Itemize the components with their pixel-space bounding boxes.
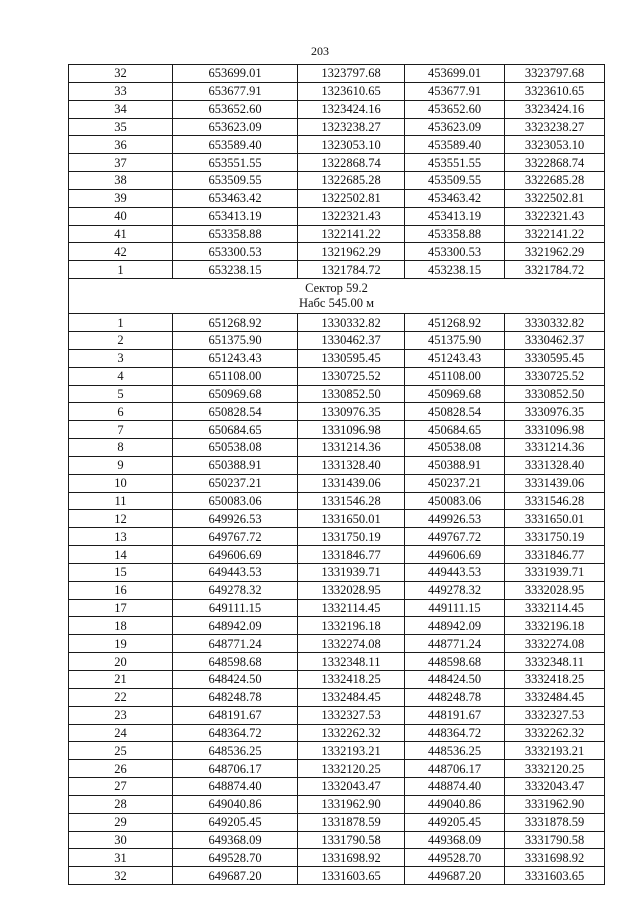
x-local-coordinate-cell: 453551.55 bbox=[405, 154, 505, 172]
table-row bbox=[69, 385, 605, 403]
y-coordinate-cell: 1323053.10 bbox=[298, 136, 405, 154]
table-row bbox=[69, 367, 605, 385]
x-coordinate-cell: 649443.53 bbox=[173, 563, 298, 581]
y-coordinate-cell: 1322502.81 bbox=[298, 189, 405, 207]
table-row bbox=[69, 421, 605, 439]
table-row bbox=[69, 439, 605, 457]
x-coordinate-cell: 649687.20 bbox=[173, 867, 298, 885]
table-row bbox=[69, 528, 605, 546]
table-row bbox=[69, 65, 605, 83]
x-coordinate-cell: 650684.65 bbox=[173, 421, 298, 439]
x-coordinate-cell: 651243.43 bbox=[173, 349, 298, 367]
point-number-cell: 42 bbox=[69, 243, 173, 261]
x-local-coordinate-cell: 449205.45 bbox=[405, 813, 505, 831]
x-local-coordinate-cell: 449040.86 bbox=[405, 795, 505, 813]
x-coordinate-cell: 648424.50 bbox=[173, 671, 298, 689]
x-local-coordinate-cell: 450237.21 bbox=[405, 474, 505, 492]
x-coordinate-cell: 650538.08 bbox=[173, 439, 298, 457]
table-row bbox=[69, 243, 605, 261]
y-local-coordinate-cell: 3332114.45 bbox=[505, 599, 605, 617]
y-local-coordinate-cell: 3322868.74 bbox=[505, 154, 605, 172]
y-local-coordinate-cell: 3331846.77 bbox=[505, 546, 605, 564]
y-local-coordinate-cell: 3330725.52 bbox=[505, 367, 605, 385]
y-local-coordinate-cell: 3330595.45 bbox=[505, 349, 605, 367]
point-number-cell: 28 bbox=[69, 795, 173, 813]
point-number-cell: 18 bbox=[69, 617, 173, 635]
y-coordinate-cell: 1330976.35 bbox=[298, 403, 405, 421]
x-coordinate-cell: 651108.00 bbox=[173, 367, 298, 385]
y-coordinate-cell: 1331750.19 bbox=[298, 528, 405, 546]
y-coordinate-cell: 1331939.71 bbox=[298, 563, 405, 581]
y-coordinate-cell: 1330725.52 bbox=[298, 367, 405, 385]
table-row bbox=[69, 546, 605, 564]
point-number-cell: 39 bbox=[69, 189, 173, 207]
point-number-cell: 32 bbox=[69, 867, 173, 885]
sector-header-row bbox=[69, 279, 605, 314]
y-local-coordinate-cell: 3331328.40 bbox=[505, 456, 605, 474]
point-number-cell: 4 bbox=[69, 367, 173, 385]
point-number-cell: 17 bbox=[69, 599, 173, 617]
y-coordinate-cell: 1331439.06 bbox=[298, 474, 405, 492]
x-coordinate-cell: 648874.40 bbox=[173, 778, 298, 796]
x-coordinate-cell: 653358.88 bbox=[173, 225, 298, 243]
x-local-coordinate-cell: 451268.92 bbox=[405, 314, 505, 332]
y-coordinate-cell: 1332028.95 bbox=[298, 581, 405, 599]
x-local-coordinate-cell: 450969.68 bbox=[405, 385, 505, 403]
y-coordinate-cell: 1331698.92 bbox=[298, 849, 405, 867]
y-coordinate-cell: 1332484.45 bbox=[298, 688, 405, 706]
table-row bbox=[69, 314, 605, 332]
y-coordinate-cell: 1331650.01 bbox=[298, 510, 405, 528]
y-local-coordinate-cell: 3331214.36 bbox=[505, 439, 605, 457]
x-coordinate-cell: 648706.17 bbox=[173, 760, 298, 778]
y-local-coordinate-cell: 3321784.72 bbox=[505, 261, 605, 279]
x-coordinate-cell: 653551.55 bbox=[173, 154, 298, 172]
x-local-coordinate-cell: 453652.60 bbox=[405, 100, 505, 118]
y-local-coordinate-cell: 3323238.27 bbox=[505, 118, 605, 136]
table-row bbox=[69, 688, 605, 706]
table-row bbox=[69, 349, 605, 367]
point-number-cell: 38 bbox=[69, 172, 173, 190]
x-local-coordinate-cell: 449443.53 bbox=[405, 563, 505, 581]
x-coordinate-cell: 650828.54 bbox=[173, 403, 298, 421]
point-number-cell: 6 bbox=[69, 403, 173, 421]
table-row bbox=[69, 510, 605, 528]
point-number-cell: 15 bbox=[69, 563, 173, 581]
point-number-cell: 2 bbox=[69, 331, 173, 349]
x-local-coordinate-cell: 449606.69 bbox=[405, 546, 505, 564]
x-local-coordinate-cell: 453589.40 bbox=[405, 136, 505, 154]
point-number-cell: 36 bbox=[69, 136, 173, 154]
x-coordinate-cell: 649205.45 bbox=[173, 813, 298, 831]
y-local-coordinate-cell: 3331546.28 bbox=[505, 492, 605, 510]
x-local-coordinate-cell: 453623.09 bbox=[405, 118, 505, 136]
y-coordinate-cell: 1332348.11 bbox=[298, 653, 405, 671]
point-number-cell: 8 bbox=[69, 439, 173, 457]
x-local-coordinate-cell: 449368.09 bbox=[405, 831, 505, 849]
point-number-cell: 21 bbox=[69, 671, 173, 689]
x-coordinate-cell: 650083.06 bbox=[173, 492, 298, 510]
y-coordinate-cell: 1332043.47 bbox=[298, 778, 405, 796]
x-local-coordinate-cell: 453300.53 bbox=[405, 243, 505, 261]
point-number-cell: 19 bbox=[69, 635, 173, 653]
x-coordinate-cell: 649528.70 bbox=[173, 849, 298, 867]
x-coordinate-cell: 653463.42 bbox=[173, 189, 298, 207]
table-row bbox=[69, 118, 605, 136]
point-number-cell: 40 bbox=[69, 207, 173, 225]
x-coordinate-cell: 649767.72 bbox=[173, 528, 298, 546]
table-row bbox=[69, 867, 605, 885]
table-row bbox=[69, 492, 605, 510]
x-coordinate-cell: 649278.32 bbox=[173, 581, 298, 599]
x-local-coordinate-cell: 449111.15 bbox=[405, 599, 505, 617]
y-local-coordinate-cell: 3323610.65 bbox=[505, 82, 605, 100]
y-local-coordinate-cell: 3323424.16 bbox=[505, 100, 605, 118]
point-number-cell: 32 bbox=[69, 65, 173, 83]
y-local-coordinate-cell: 3331962.90 bbox=[505, 795, 605, 813]
x-local-coordinate-cell: 448191.67 bbox=[405, 706, 505, 724]
table-row bbox=[69, 207, 605, 225]
y-coordinate-cell: 1331962.90 bbox=[298, 795, 405, 813]
x-coordinate-cell: 653238.15 bbox=[173, 261, 298, 279]
point-number-cell: 37 bbox=[69, 154, 173, 172]
point-number-cell: 12 bbox=[69, 510, 173, 528]
table-row bbox=[69, 563, 605, 581]
y-local-coordinate-cell: 3330332.82 bbox=[505, 314, 605, 332]
table-row bbox=[69, 653, 605, 671]
y-coordinate-cell: 1332120.25 bbox=[298, 760, 405, 778]
table-row bbox=[69, 261, 605, 279]
y-local-coordinate-cell: 3332348.11 bbox=[505, 653, 605, 671]
point-number-cell: 27 bbox=[69, 778, 173, 796]
x-coordinate-cell: 653300.53 bbox=[173, 243, 298, 261]
x-local-coordinate-cell: 449278.32 bbox=[405, 581, 505, 599]
table-row bbox=[69, 617, 605, 635]
table-row bbox=[69, 742, 605, 760]
x-local-coordinate-cell: 450083.06 bbox=[405, 492, 505, 510]
y-local-coordinate-cell: 3332327.53 bbox=[505, 706, 605, 724]
x-coordinate-cell: 648771.24 bbox=[173, 635, 298, 653]
table-row bbox=[69, 671, 605, 689]
x-local-coordinate-cell: 453509.55 bbox=[405, 172, 505, 190]
x-local-coordinate-cell: 448706.17 bbox=[405, 760, 505, 778]
x-coordinate-cell: 648536.25 bbox=[173, 742, 298, 760]
page-number: 203 bbox=[311, 44, 329, 58]
y-coordinate-cell: 1332193.21 bbox=[298, 742, 405, 760]
point-number-cell: 11 bbox=[69, 492, 173, 510]
x-local-coordinate-cell: 449767.72 bbox=[405, 528, 505, 546]
point-number-cell: 35 bbox=[69, 118, 173, 136]
point-number-cell: 3 bbox=[69, 349, 173, 367]
point-number-cell: 31 bbox=[69, 849, 173, 867]
y-local-coordinate-cell: 3321962.29 bbox=[505, 243, 605, 261]
y-coordinate-cell: 1331328.40 bbox=[298, 456, 405, 474]
x-local-coordinate-cell: 451243.43 bbox=[405, 349, 505, 367]
coordinates-table-body bbox=[69, 65, 605, 885]
point-number-cell: 14 bbox=[69, 546, 173, 564]
point-number-cell: 34 bbox=[69, 100, 173, 118]
x-coordinate-cell: 648364.72 bbox=[173, 724, 298, 742]
point-number-cell: 41 bbox=[69, 225, 173, 243]
x-coordinate-cell: 653623.09 bbox=[173, 118, 298, 136]
point-number-cell: 7 bbox=[69, 421, 173, 439]
x-local-coordinate-cell: 450538.08 bbox=[405, 439, 505, 457]
y-local-coordinate-cell: 3331939.71 bbox=[505, 563, 605, 581]
x-local-coordinate-cell: 453238.15 bbox=[405, 261, 505, 279]
y-local-coordinate-cell: 3332043.47 bbox=[505, 778, 605, 796]
x-local-coordinate-cell: 448771.24 bbox=[405, 635, 505, 653]
x-coordinate-cell: 649606.69 bbox=[173, 546, 298, 564]
y-coordinate-cell: 1322141.22 bbox=[298, 225, 405, 243]
table-row bbox=[69, 82, 605, 100]
table-row bbox=[69, 599, 605, 617]
y-coordinate-cell: 1323610.65 bbox=[298, 82, 405, 100]
y-local-coordinate-cell: 3330976.35 bbox=[505, 403, 605, 421]
y-local-coordinate-cell: 3331698.92 bbox=[505, 849, 605, 867]
point-number-cell: 24 bbox=[69, 724, 173, 742]
sector-header-cell bbox=[69, 279, 605, 314]
y-local-coordinate-cell: 3322141.22 bbox=[505, 225, 605, 243]
y-local-coordinate-cell: 3330462.37 bbox=[505, 331, 605, 349]
y-coordinate-cell: 1330462.37 bbox=[298, 331, 405, 349]
point-number-cell: 5 bbox=[69, 385, 173, 403]
x-coordinate-cell: 649926.53 bbox=[173, 510, 298, 528]
point-number-cell: 13 bbox=[69, 528, 173, 546]
y-coordinate-cell: 1331546.28 bbox=[298, 492, 405, 510]
x-coordinate-cell: 650237.21 bbox=[173, 474, 298, 492]
y-local-coordinate-cell: 3331878.59 bbox=[505, 813, 605, 831]
point-number-cell: 10 bbox=[69, 474, 173, 492]
point-number-cell: 23 bbox=[69, 706, 173, 724]
x-local-coordinate-cell: 453413.19 bbox=[405, 207, 505, 225]
y-local-coordinate-cell: 3332274.08 bbox=[505, 635, 605, 653]
y-coordinate-cell: 1323238.27 bbox=[298, 118, 405, 136]
y-coordinate-cell: 1330595.45 bbox=[298, 349, 405, 367]
y-coordinate-cell: 1332262.32 bbox=[298, 724, 405, 742]
table-row bbox=[69, 154, 605, 172]
point-number-cell: 22 bbox=[69, 688, 173, 706]
x-coordinate-cell: 653509.55 bbox=[173, 172, 298, 190]
x-coordinate-cell: 653652.60 bbox=[173, 100, 298, 118]
x-local-coordinate-cell: 450388.91 bbox=[405, 456, 505, 474]
y-local-coordinate-cell: 3332484.45 bbox=[505, 688, 605, 706]
x-coordinate-cell: 648942.09 bbox=[173, 617, 298, 635]
x-coordinate-cell: 653699.01 bbox=[173, 65, 298, 83]
y-local-coordinate-cell: 3332028.95 bbox=[505, 581, 605, 599]
x-local-coordinate-cell: 448874.40 bbox=[405, 778, 505, 796]
y-coordinate-cell: 1330852.50 bbox=[298, 385, 405, 403]
table-row bbox=[69, 474, 605, 492]
table-row bbox=[69, 724, 605, 742]
y-coordinate-cell: 1332418.25 bbox=[298, 671, 405, 689]
table-row bbox=[69, 760, 605, 778]
y-local-coordinate-cell: 3330852.50 bbox=[505, 385, 605, 403]
point-number-cell: 29 bbox=[69, 813, 173, 831]
x-local-coordinate-cell: 453677.91 bbox=[405, 82, 505, 100]
x-coordinate-cell: 649040.86 bbox=[173, 795, 298, 813]
y-coordinate-cell: 1331603.65 bbox=[298, 867, 405, 885]
x-coordinate-cell: 648248.78 bbox=[173, 688, 298, 706]
y-local-coordinate-cell: 3332196.18 bbox=[505, 617, 605, 635]
point-number-cell: 33 bbox=[69, 82, 173, 100]
sector-title: Сектор 59.2 bbox=[305, 281, 368, 296]
y-local-coordinate-cell: 3331650.01 bbox=[505, 510, 605, 528]
x-local-coordinate-cell: 448942.09 bbox=[405, 617, 505, 635]
y-local-coordinate-cell: 3331096.98 bbox=[505, 421, 605, 439]
y-local-coordinate-cell: 3331439.06 bbox=[505, 474, 605, 492]
table-row bbox=[69, 403, 605, 421]
y-coordinate-cell: 1321962.29 bbox=[298, 243, 405, 261]
table-row bbox=[69, 831, 605, 849]
x-local-coordinate-cell: 451108.00 bbox=[405, 367, 505, 385]
y-local-coordinate-cell: 3331750.19 bbox=[505, 528, 605, 546]
table-row bbox=[69, 456, 605, 474]
y-coordinate-cell: 1330332.82 bbox=[298, 314, 405, 332]
point-number-cell: 30 bbox=[69, 831, 173, 849]
y-local-coordinate-cell: 3322685.28 bbox=[505, 172, 605, 190]
point-number-cell: 25 bbox=[69, 742, 173, 760]
y-local-coordinate-cell: 3332120.25 bbox=[505, 760, 605, 778]
point-number-cell: 1 bbox=[69, 261, 173, 279]
y-local-coordinate-cell: 3332193.21 bbox=[505, 742, 605, 760]
x-local-coordinate-cell: 448248.78 bbox=[405, 688, 505, 706]
x-coordinate-cell: 649368.09 bbox=[173, 831, 298, 849]
x-coordinate-cell: 651268.92 bbox=[173, 314, 298, 332]
y-local-coordinate-cell: 3331603.65 bbox=[505, 867, 605, 885]
table-row bbox=[69, 189, 605, 207]
y-coordinate-cell: 1321784.72 bbox=[298, 261, 405, 279]
coordinates-table bbox=[68, 64, 605, 885]
table-row bbox=[69, 635, 605, 653]
point-number-cell: 1 bbox=[69, 314, 173, 332]
y-local-coordinate-cell: 3332418.25 bbox=[505, 671, 605, 689]
y-coordinate-cell: 1331096.98 bbox=[298, 421, 405, 439]
y-coordinate-cell: 1332114.45 bbox=[298, 599, 405, 617]
y-coordinate-cell: 1331214.36 bbox=[298, 439, 405, 457]
x-coordinate-cell: 653589.40 bbox=[173, 136, 298, 154]
table-row bbox=[69, 849, 605, 867]
table-row bbox=[69, 795, 605, 813]
table-row bbox=[69, 100, 605, 118]
y-local-coordinate-cell: 3322321.43 bbox=[505, 207, 605, 225]
y-coordinate-cell: 1332274.08 bbox=[298, 635, 405, 653]
point-number-cell: 20 bbox=[69, 653, 173, 671]
table-row bbox=[69, 778, 605, 796]
table-row bbox=[69, 581, 605, 599]
y-coordinate-cell: 1331878.59 bbox=[298, 813, 405, 831]
point-number-cell: 9 bbox=[69, 456, 173, 474]
table-row bbox=[69, 706, 605, 724]
x-coordinate-cell: 649111.15 bbox=[173, 599, 298, 617]
x-local-coordinate-cell: 453463.42 bbox=[405, 189, 505, 207]
y-local-coordinate-cell: 3323797.68 bbox=[505, 65, 605, 83]
x-local-coordinate-cell: 448424.50 bbox=[405, 671, 505, 689]
y-local-coordinate-cell: 3331790.58 bbox=[505, 831, 605, 849]
table-row bbox=[69, 172, 605, 190]
x-local-coordinate-cell: 448536.25 bbox=[405, 742, 505, 760]
y-local-coordinate-cell: 3323053.10 bbox=[505, 136, 605, 154]
point-number-cell: 26 bbox=[69, 760, 173, 778]
y-coordinate-cell: 1331790.58 bbox=[298, 831, 405, 849]
y-coordinate-cell: 1322321.43 bbox=[298, 207, 405, 225]
x-local-coordinate-cell: 453699.01 bbox=[405, 65, 505, 83]
x-local-coordinate-cell: 453358.88 bbox=[405, 225, 505, 243]
y-local-coordinate-cell: 3332262.32 bbox=[505, 724, 605, 742]
x-local-coordinate-cell: 450828.54 bbox=[405, 403, 505, 421]
table-row bbox=[69, 331, 605, 349]
y-coordinate-cell: 1332196.18 bbox=[298, 617, 405, 635]
x-local-coordinate-cell: 448364.72 bbox=[405, 724, 505, 742]
sector-elevation: Набс 545.00 м bbox=[298, 296, 375, 311]
y-coordinate-cell: 1322868.74 bbox=[298, 154, 405, 172]
x-coordinate-cell: 653677.91 bbox=[173, 82, 298, 100]
y-coordinate-cell: 1323424.16 bbox=[298, 100, 405, 118]
x-local-coordinate-cell: 451375.90 bbox=[405, 331, 505, 349]
point-number-cell: 16 bbox=[69, 581, 173, 599]
x-coordinate-cell: 653413.19 bbox=[173, 207, 298, 225]
y-local-coordinate-cell: 3322502.81 bbox=[505, 189, 605, 207]
table-row bbox=[69, 136, 605, 154]
x-local-coordinate-cell: 450684.65 bbox=[405, 421, 505, 439]
y-coordinate-cell: 1332327.53 bbox=[298, 706, 405, 724]
x-local-coordinate-cell: 449926.53 bbox=[405, 510, 505, 528]
x-local-coordinate-cell: 449687.20 bbox=[405, 867, 505, 885]
table-row bbox=[69, 813, 605, 831]
x-coordinate-cell: 650969.68 bbox=[173, 385, 298, 403]
x-coordinate-cell: 651375.90 bbox=[173, 331, 298, 349]
y-coordinate-cell: 1323797.68 bbox=[298, 65, 405, 83]
x-coordinate-cell: 650388.91 bbox=[173, 456, 298, 474]
table-row bbox=[69, 225, 605, 243]
x-local-coordinate-cell: 448598.68 bbox=[405, 653, 505, 671]
y-coordinate-cell: 1331846.77 bbox=[298, 546, 405, 564]
x-local-coordinate-cell: 449528.70 bbox=[405, 849, 505, 867]
y-coordinate-cell: 1322685.28 bbox=[298, 172, 405, 190]
x-coordinate-cell: 648191.67 bbox=[173, 706, 298, 724]
x-coordinate-cell: 648598.68 bbox=[173, 653, 298, 671]
